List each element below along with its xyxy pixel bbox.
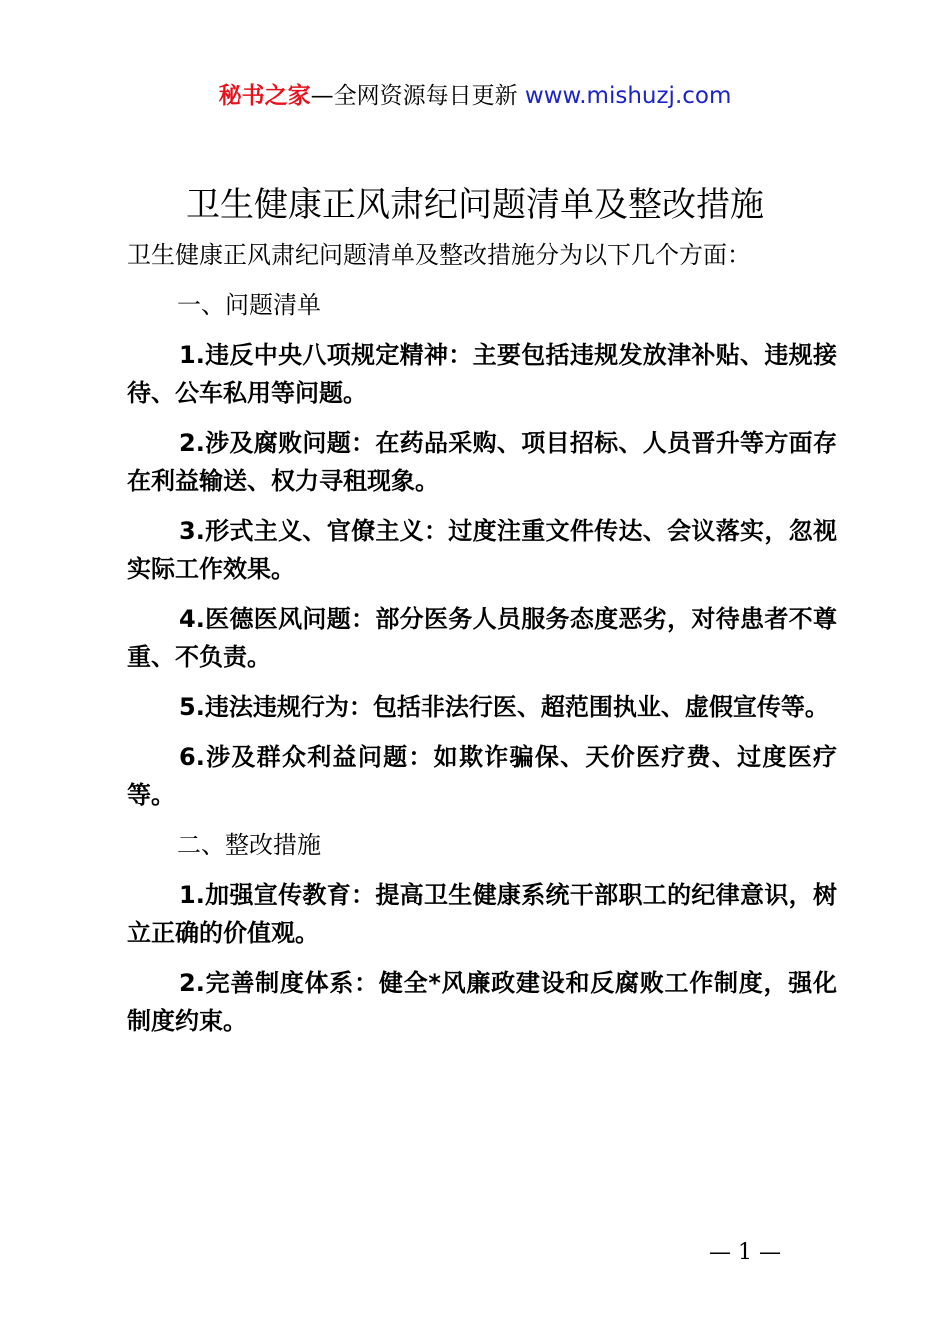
section-heading-measures: 二、整改措施 (177, 831, 321, 859)
problem-item: 6.涉及群众利益问题：如欺诈骗保、天价医疗费、过度医疗等。 (127, 743, 837, 809)
problem-item: 2.涉及腐败问题：在药品采购、项目招标、人员晋升等方面存在利益输送、权力寻租现象。 (127, 429, 837, 495)
section-heading-problems: 一、问题清单 (177, 291, 321, 319)
problem-item: 4.医德医风问题：部分医务人员服务态度恶劣，对待患者不尊重、不负责。 (127, 605, 837, 671)
problem-item: 1.违反中央八项规定精神：主要包括违规发放津补贴、违规接待、公车私用等问题。 (127, 341, 837, 407)
header-tagline: —全网资源每日更新 (310, 83, 525, 109)
site-url-link[interactable]: www.mishuzj.com (524, 83, 732, 109)
brand-name: 秘书之家 (218, 83, 311, 109)
measure-item: 1.加强宣传教育：提高卫生健康系统干部职工的纪律意识，树立正确的价值观。 (127, 881, 837, 947)
watermark-header (0, 80, 950, 112)
problem-item: 5.违法违规行为：包括非法行医、超范围执业、虚假宣传等。 (179, 693, 829, 721)
problem-item: 3.形式主义、官僚主义：过度注重文件传达、会议落实，忽视实际工作效果。 (127, 517, 837, 583)
measure-item: 2.完善制度体系：健全*风廉政建设和反腐败工作制度，强化制度约束。 (127, 969, 837, 1035)
document-title: 卫生健康正风肃纪问题清单及整改措施 (186, 185, 764, 225)
document-body (127, 236, 837, 1052)
page-number: — 1 — (709, 1240, 781, 1265)
intro-paragraph: 卫生健康正风肃纪问题清单及整改措施分为以下几个方面： (127, 241, 751, 269)
